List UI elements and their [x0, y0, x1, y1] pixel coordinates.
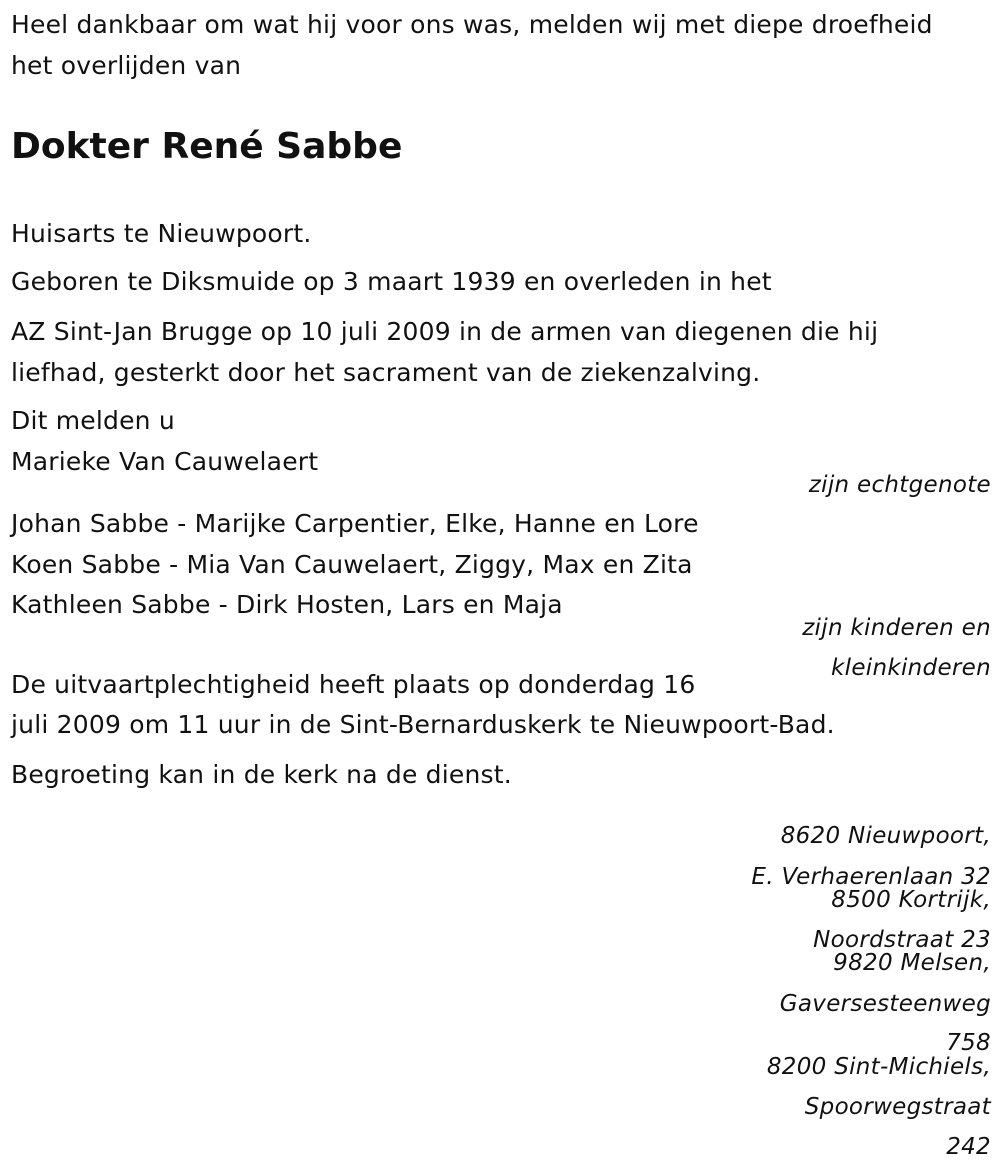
birth-death-line-2: AZ Sint-Jan Brugge op 10 juli 2009 in de armen van diegenen die hij — [11, 317, 879, 346]
intro-line-1: Heel dankbaar om wat hij voor ons was, melden wij met diepe droefheid — [11, 10, 933, 39]
funeral-line-1: De uitvaartplechtigheid heeft plaats op donderdag 16 — [11, 670, 696, 699]
profession-line: Huisarts te Nieuwpoort. — [11, 219, 312, 248]
address-street: Spoorwegstraat — [804, 1094, 991, 1120]
children-role-line-1: zijn kinderen en — [802, 615, 991, 641]
address-street: E. Verhaerenlaan 32 — [751, 864, 991, 890]
spouse-role: zijn echtgenote — [808, 472, 991, 498]
child-line: Johan Sabbe - Marijke Carpentier, Elke, Hanne en Lore — [11, 509, 699, 538]
address-city: 9820 Melsen, — [833, 950, 991, 976]
address-street: Gaversesteenweg — [779, 991, 991, 1017]
child-line: Koen Sabbe - Mia Van Cauwelaert, Ziggy, Max en Zita — [11, 550, 693, 579]
deceased-name: Dokter René Sabbe — [11, 126, 403, 167]
child-line: Kathleen Sabbe - Dirk Hosten, Lars en Maja — [11, 590, 563, 619]
funeral-line-2: juli 2009 om 11 uur in de Sint-Bernarduskerk te Nieuwpoort-Bad. — [11, 710, 835, 739]
address-city: 8500 Kortrijk, — [831, 887, 991, 913]
intro-line-2: het overlijden van — [11, 51, 242, 80]
address-city: 8620 Nieuwpoort, — [780, 823, 991, 849]
children-role-line-2: kleinkinderen — [831, 655, 991, 681]
greeting-line: Begroeting kan in de kerk na de dienst. — [11, 760, 512, 789]
birth-death-line-3: liefhad, gesterkt door het sacrament van de ziekenzalving. — [11, 358, 761, 387]
address-city: 8200 Sint-Michiels, — [766, 1054, 991, 1080]
address-street: Noordstraat 23 — [813, 927, 991, 953]
address-street-number: 758 — [946, 1030, 991, 1056]
spouse-name: Marieke Van Cauwelaert — [11, 447, 319, 476]
birth-death-line-1: Geboren te Diksmuide op 3 maart 1939 en overleden in het — [11, 267, 772, 296]
address-street-number: 242 — [946, 1134, 991, 1160]
announced-by: Dit melden u — [11, 406, 175, 435]
